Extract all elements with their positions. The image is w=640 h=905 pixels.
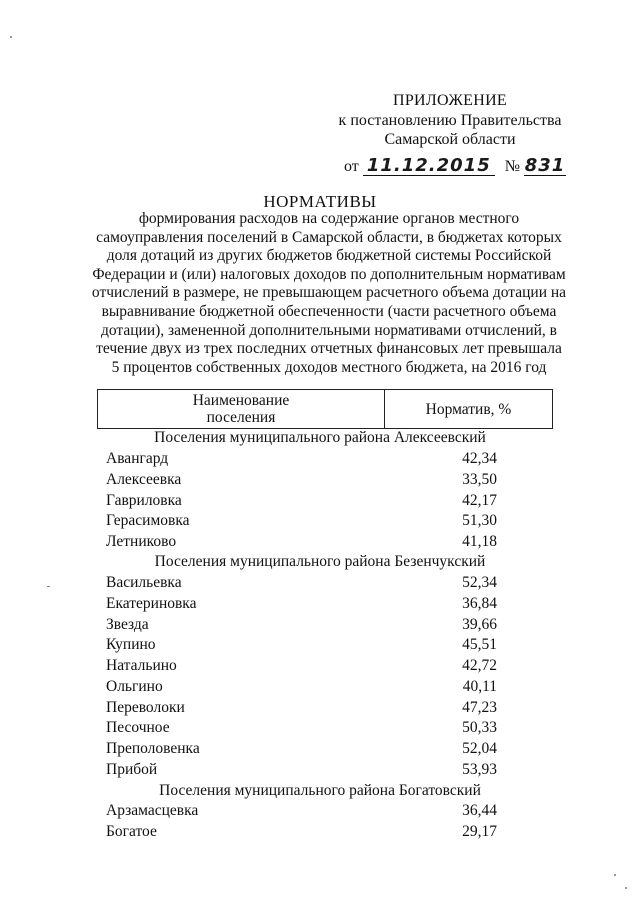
settlement-name: Авангард bbox=[106, 450, 169, 467]
settlement-norm: 42,17 bbox=[462, 492, 497, 509]
resolution-reference bbox=[344, 155, 566, 176]
settlement-norm: 51,30 bbox=[462, 512, 497, 529]
settlement-norm: 47,23 bbox=[462, 699, 497, 716]
settlement-norm: 33,50 bbox=[462, 471, 497, 488]
settlement-name: Купино bbox=[106, 636, 156, 653]
settlement-name: Алексеевка bbox=[106, 471, 182, 488]
settlement-name: Прибой bbox=[106, 761, 158, 778]
resolution-number: 831 bbox=[524, 155, 566, 176]
header-col1-line1: Наименование bbox=[192, 392, 290, 409]
settlement-norm: 52,04 bbox=[462, 740, 497, 757]
appendix-resolution-line: к постановлению Правительства bbox=[338, 112, 562, 129]
settlement-name: Песочное bbox=[106, 719, 170, 736]
subtitle-line: 5 процентов собственных доходов местного бюджета, на 2016 год bbox=[111, 358, 547, 376]
subtitle-line: самоуправления поселений в Самарской области, в бюджетах которых bbox=[96, 228, 562, 246]
settlement-norm: 36,44 bbox=[462, 802, 497, 819]
group-title: Поселения муниципального района Безенчукский bbox=[154, 553, 486, 570]
settlement-norm: 52,34 bbox=[462, 574, 497, 591]
settlement-name: Натальино bbox=[106, 657, 177, 674]
document-title: НОРМАТИВЫ bbox=[263, 192, 377, 211]
settlement-norm: 39,66 bbox=[462, 616, 497, 633]
settlement-norm: 45,51 bbox=[462, 636, 497, 653]
settlement-name: Ольгино bbox=[106, 678, 163, 695]
settlement-name: Преполовенка bbox=[106, 740, 200, 757]
settlement-name: Екатериновка bbox=[106, 595, 197, 612]
settlement-norm: 40,11 bbox=[462, 678, 497, 695]
settlement-name: Летниково bbox=[106, 533, 177, 550]
settlement-norm: 41,18 bbox=[462, 533, 497, 550]
scan-speck bbox=[625, 887, 627, 889]
header-settlement-name bbox=[98, 390, 385, 429]
resolution-date-field bbox=[363, 155, 495, 176]
header-col1-line2: поселения bbox=[206, 409, 276, 426]
settlement-norm: 42,72 bbox=[462, 657, 497, 674]
scan-speck bbox=[47, 586, 50, 587]
settlement-name: Гавриловка bbox=[106, 492, 182, 509]
settlement-norm: 36,84 bbox=[462, 595, 497, 612]
settlement-norm: 50,33 bbox=[462, 719, 497, 736]
settlement-name: Герасимовка bbox=[106, 512, 190, 529]
subtitle-line: выравнивание бюджетной обеспеченности (части расчетного объема bbox=[101, 302, 557, 320]
group-title: Поселения муниципального района Богатовский bbox=[159, 782, 481, 799]
settlement-norm: 29,17 bbox=[462, 823, 497, 840]
norms-table-header bbox=[97, 389, 553, 429]
settlement-norm: 42,34 bbox=[462, 450, 497, 467]
subtitle-line: Федерации и (или) налоговых доходов по дополнительным нормативам bbox=[92, 265, 566, 283]
header-norm-percent: Норматив, % bbox=[385, 390, 553, 429]
appendix-title: ПРИЛОЖЕНИЕ bbox=[392, 92, 507, 109]
subtitle-line: доля дотаций из других бюджетов бюджетной системы Российской bbox=[106, 247, 552, 265]
subtitle-line: формирования расходов на содержание органов местного bbox=[138, 210, 520, 227]
settlement-name: Арзамасцевка bbox=[106, 802, 199, 819]
settlement-name: Богатое bbox=[106, 823, 157, 840]
settlement-norm: 53,93 bbox=[462, 761, 497, 778]
from-label: от bbox=[344, 158, 359, 175]
resolution-number-field bbox=[524, 155, 566, 176]
appendix-region-line: Самарской области bbox=[384, 131, 516, 148]
document-subtitle bbox=[86, 210, 572, 377]
scan-speck bbox=[10, 36, 12, 38]
group-title: Поселения муниципального района Алексеевский bbox=[154, 429, 486, 446]
resolution-date: 11.12.2015 bbox=[366, 155, 491, 176]
subtitle-line: течение двух из трех последних отчетных финансовых лет превышала bbox=[96, 340, 562, 358]
settlement-name: Звезда bbox=[106, 616, 149, 633]
number-label: № bbox=[504, 158, 521, 175]
settlement-name: Переволоки bbox=[106, 699, 185, 716]
settlement-name: Васильевка bbox=[106, 574, 182, 591]
subtitle-line: отчислений в размере, не превышающем расчетного объема дотации на bbox=[91, 284, 567, 302]
subtitle-line: дотации), замененной дополнительными нормативами отчислений, в bbox=[100, 321, 558, 339]
scan-speck bbox=[614, 874, 616, 876]
